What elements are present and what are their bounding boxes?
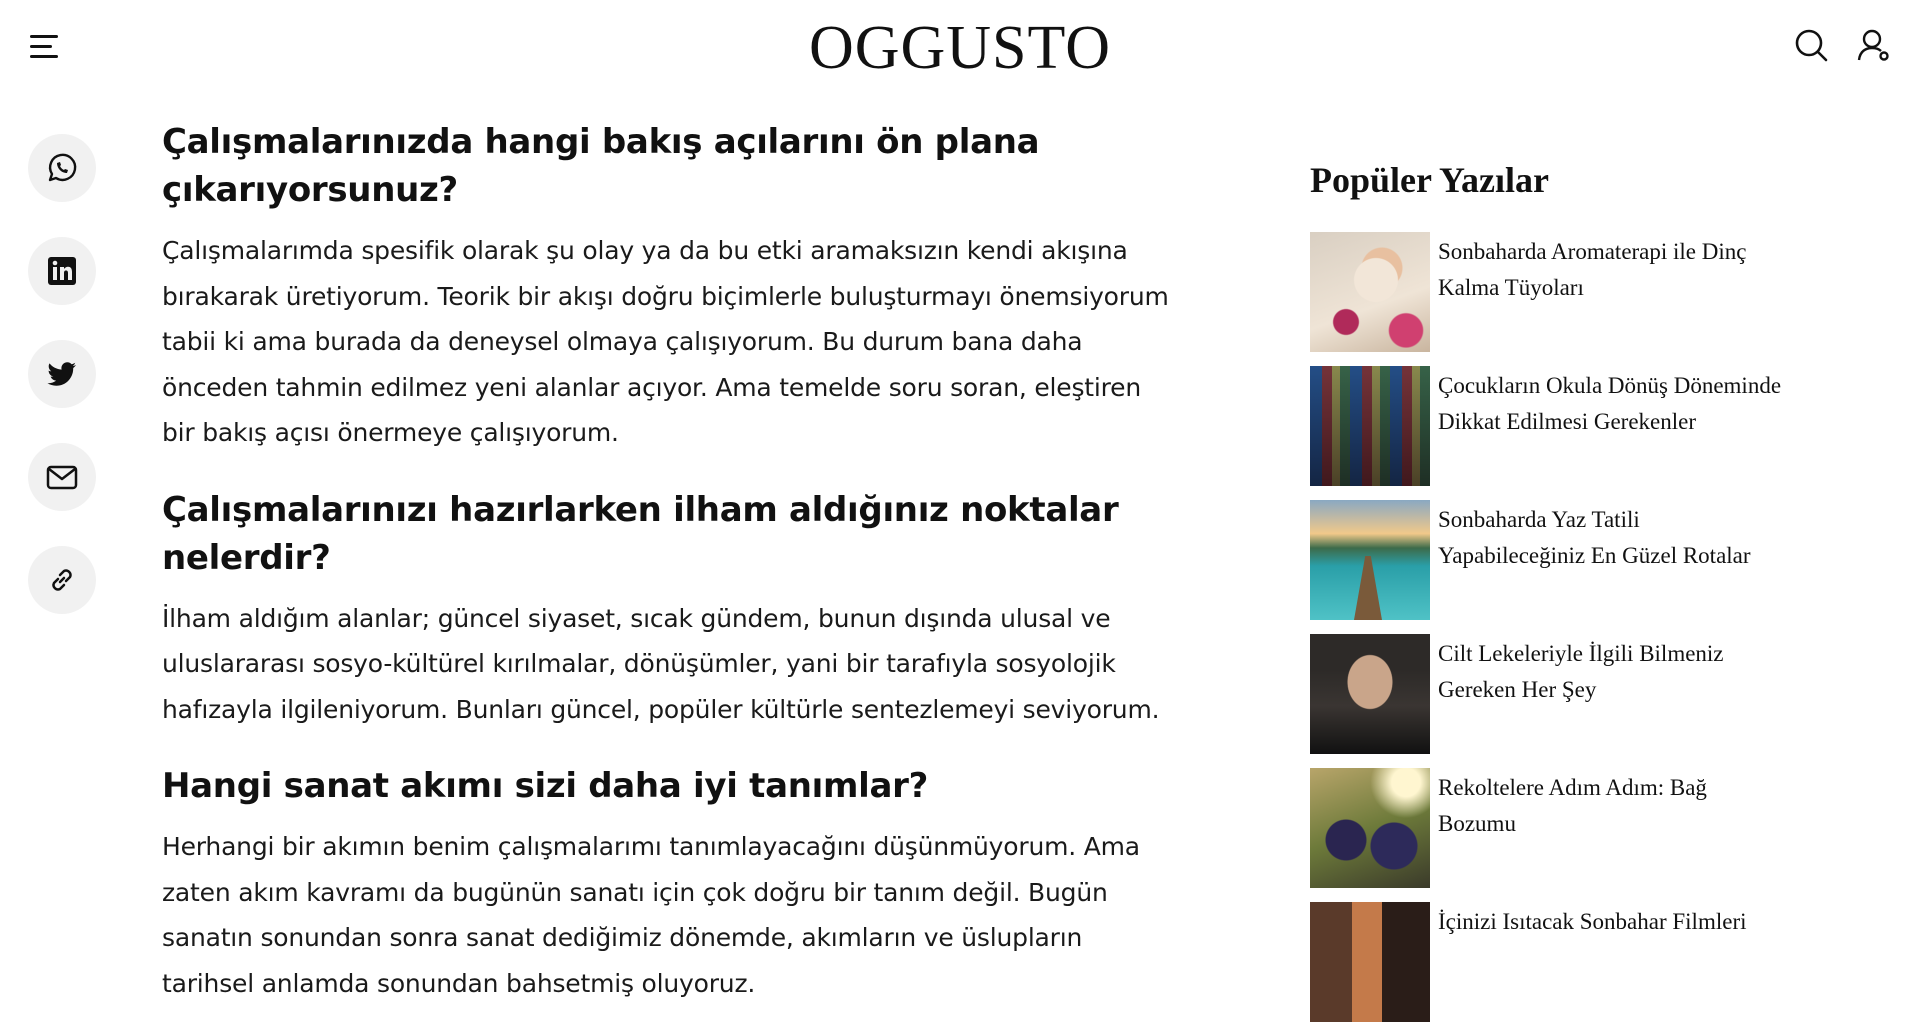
popular-post-item[interactable] <box>1310 232 1790 366</box>
article-body <box>162 118 1172 1036</box>
linkedin-icon <box>45 254 79 288</box>
user-icon[interactable] <box>1856 28 1890 62</box>
popular-post-item[interactable] <box>1310 902 1790 1036</box>
popular-post-item[interactable] <box>1310 634 1790 768</box>
popular-post-item[interactable] <box>1310 366 1790 500</box>
popular-posts-title: Popüler Yazılar <box>1310 160 1549 200</box>
site-logo-text: OGGUSTO <box>808 14 1112 82</box>
twitter-share-button[interactable] <box>28 340 96 408</box>
popular-post-item[interactable] <box>1310 500 1790 634</box>
linkedin-share-button[interactable] <box>28 237 96 305</box>
section-heading: Çalışmalarınızda hangi bakış açılarını ön plana çıkarıyorsunuz? <box>162 122 1040 210</box>
mail-icon <box>45 460 79 494</box>
section-heading: Hangi sanat akımı sizi daha iyi tanımlar? <box>162 766 928 806</box>
whatsapp-icon <box>45 151 79 185</box>
link-icon <box>45 563 79 597</box>
post-title[interactable]: Sonbaharda Aromaterapi ile Dinç Kalma Tüyoları <box>1438 239 1747 300</box>
post-thumbnail[interactable] <box>1310 500 1430 620</box>
section-paragraph: İlham aldığım alanlar; güncel siyaset, sıcak gündem, bunun dışında ulusal ve uluslararası sosyo-kültürel kırılmalar, dönüşümler, yani bir tarafıyla sosyolojik hafızayla ilgileniyorum. Bunları güncel, popüler kültürle sentezlemeyi seviyorum. <box>162 603 1160 724</box>
twitter-icon <box>45 357 79 391</box>
post-title[interactable]: Sonbaharda Yaz Tatili Yapabileceğiniz En Güzel Rotalar <box>1438 507 1751 568</box>
post-title[interactable]: Cilt Lekeleriyle İlgili Bilmeniz Gereken Her Şey <box>1438 641 1724 702</box>
post-thumbnail[interactable] <box>1310 366 1430 486</box>
post-thumbnail[interactable] <box>1310 902 1430 1022</box>
search-icon[interactable] <box>1794 28 1828 62</box>
post-title[interactable]: İçinizi Isıtacak Sonbahar Filmleri <box>1438 909 1747 934</box>
section-paragraph: Çalışmalarımda spesifik olarak şu olay ya da bu etki aramaksızın kendi akışına bırakarak üretiyorum. Teorik bir akışı doğru biçimlerle buluşturmayı önemsiyorum tabii ki ama burada da deneysel olmaya çalışıyorum. Bu durum bana daha önceden tahmin edilmez yeni alanlar açıyor. Ama temelde soru soran, eleştiren bir bakış açısı önermeye çalışıyorum. <box>162 236 1169 447</box>
post-thumbnail[interactable] <box>1310 768 1430 888</box>
site-header <box>0 0 1920 96</box>
mail-share-button[interactable] <box>28 443 96 511</box>
share-bar <box>28 134 96 649</box>
post-title[interactable]: Rekoltelere Adım Adım: Bağ Bozumu <box>1438 775 1707 836</box>
post-title[interactable]: Çocukların Okula Dönüş Döneminde Dikkat Edilmesi Gerekenler <box>1438 373 1782 434</box>
post-thumbnail[interactable] <box>1310 634 1430 754</box>
section-heading: Çalışmalarınızı hazırlarken ilham aldığınız noktalar nelerdir? <box>162 489 1119 578</box>
section-paragraph: Herhangi bir akımın benim çalışmalarımı tanımlayacağını düşünmüyorum. Ama zaten akım kavramı da bugünün sanatı için çok doğru bir tanım değil. Bugün sanatın sonundan sonra sanat dediğimiz dönemde, akımların ve üslupların tarihsel anlamda sonundan bahsetmiş oluyoruz. <box>162 832 1140 998</box>
site-logo[interactable] <box>0 12 1920 84</box>
popular-posts <box>1310 152 1790 1036</box>
copy-link-button[interactable] <box>28 546 96 614</box>
popular-post-item[interactable] <box>1310 768 1790 902</box>
whatsapp-share-button[interactable] <box>28 134 96 202</box>
post-thumbnail[interactable] <box>1310 232 1430 352</box>
